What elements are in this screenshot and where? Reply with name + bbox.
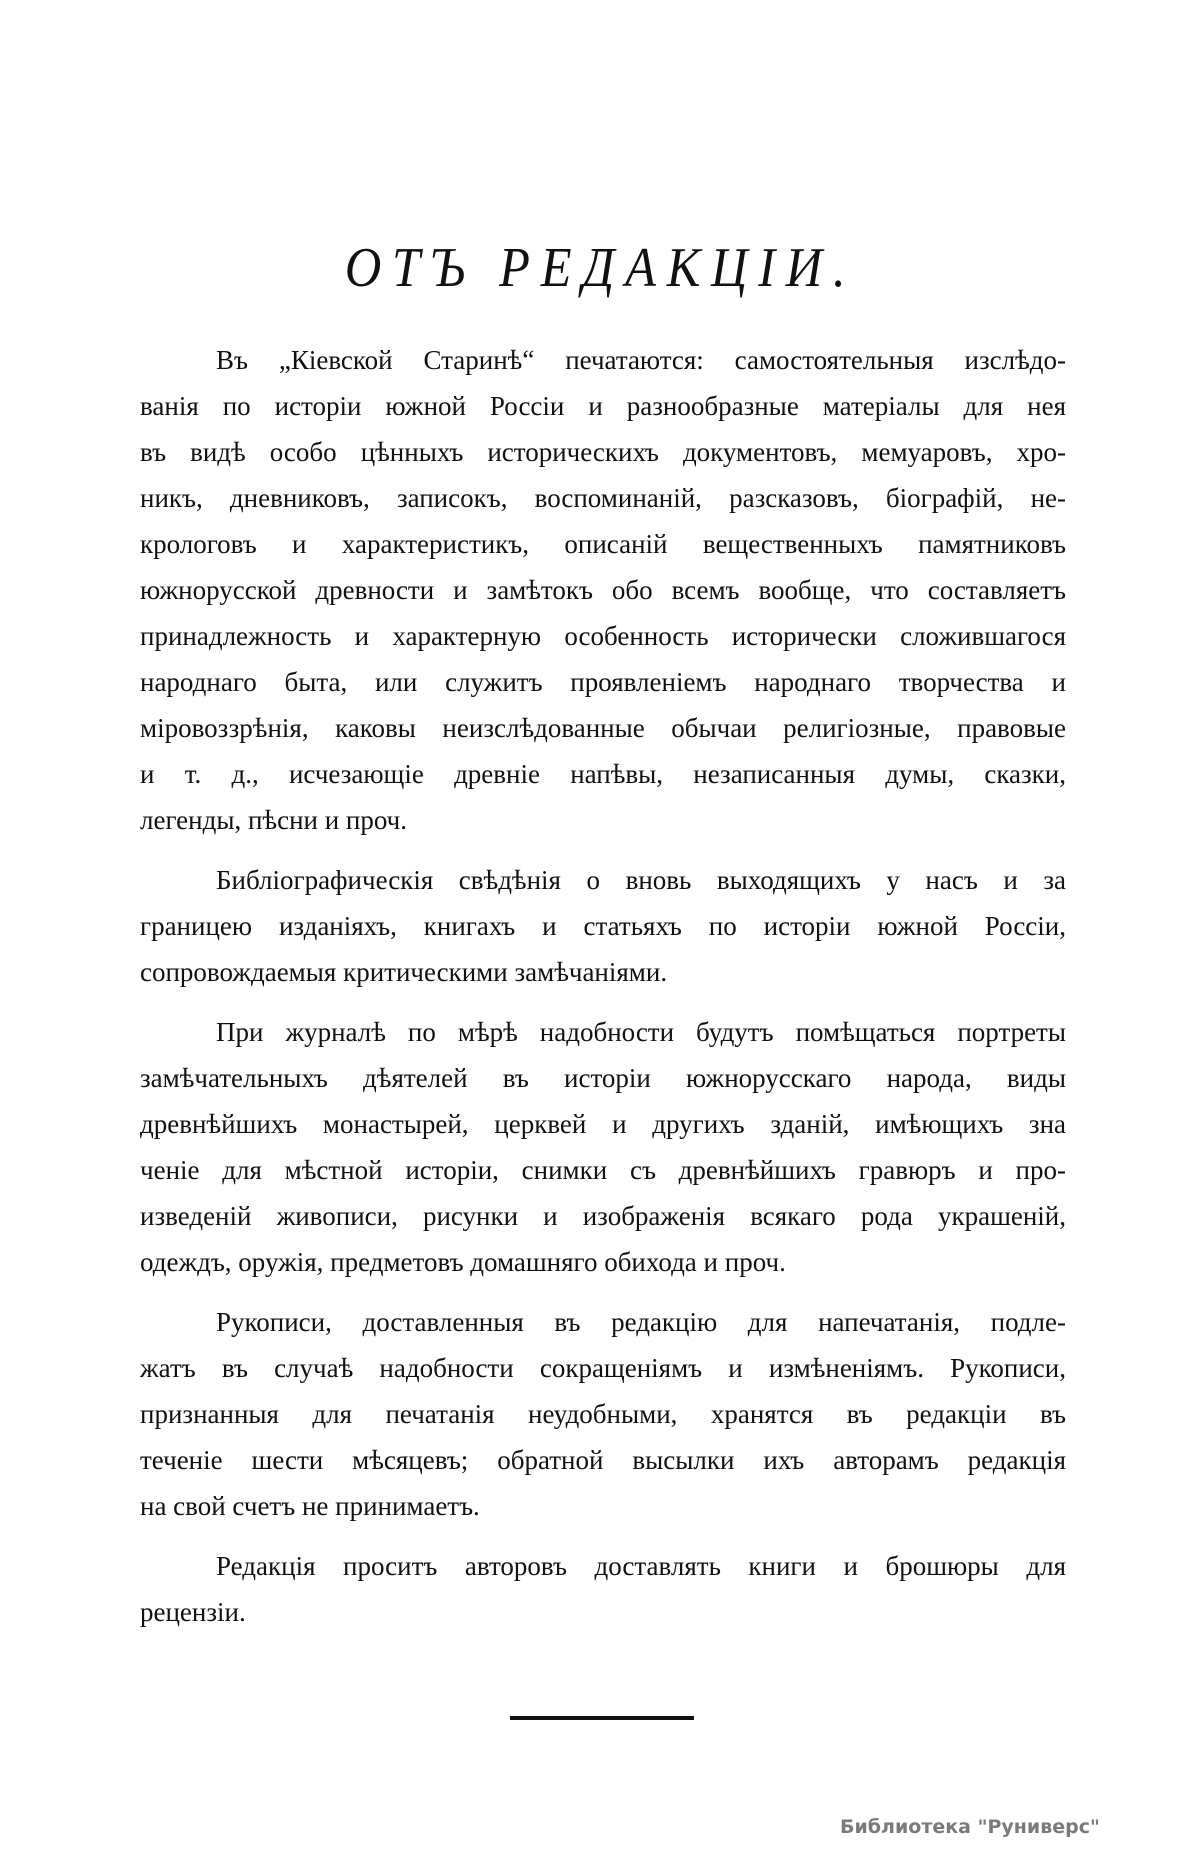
text-line: никъ, дневниковъ, записокъ, воспоминаній, разсказовъ, біографій, не- (140, 483, 1066, 513)
paragraph (140, 337, 1066, 843)
text-line: на свой счетъ не принимаетъ. (140, 1491, 480, 1521)
text-line: и т. д., исчезающіе древніе напѣвы, незаписанныя думы, сказки, (140, 759, 1066, 789)
text-line: одеждъ, оружія, предметовъ домашняго обихода и проч. (140, 1247, 786, 1277)
paragraph (140, 1009, 1066, 1285)
text-line: При журналѣ по мѣрѣ надобности будутъ помѣщаться портреты (216, 1017, 1066, 1047)
text-line: границею изданіяхъ, книгахъ и статьяхъ по исторіи южной Россіи, (140, 911, 1066, 941)
article-body (140, 337, 1066, 1649)
text-line: принадлежность и характерную особенность исторически сложившагося (140, 621, 1066, 651)
text-line: ченіе для мѣстной исторіи, снимки съ древнѣйшихъ гравюръ и про- (140, 1155, 1066, 1185)
text-line: замѣчательныхъ дѣятелей въ исторіи южнорусскаго народа, виды (140, 1063, 1066, 1093)
end-rule-divider (510, 1716, 694, 1720)
text-line: народнаго быта, или служитъ проявленіемъ народнаго творчества и (140, 667, 1066, 697)
text-line: Рукописи, доставленныя въ редакцію для напечатанія, подле- (216, 1307, 1066, 1337)
text-line: Въ „Кіевской Старинѣ“ печатаются: самостоятельныя изслѣдо- (216, 345, 1066, 375)
library-watermark: Библиотека "Руниверс" (840, 1816, 1100, 1838)
text-line: Библіографическія свѣдѣнія о вновь выходящихъ у насъ и за (216, 865, 1066, 895)
text-line: древнѣйшихъ монастырей, церквей и другихъ зданій, имѣющихъ зна (140, 1109, 1066, 1139)
text-line: южнорусской древности и замѣтокъ обо всемъ вообще, что составляетъ (140, 575, 1066, 605)
page-title: ОТЪ РЕДАКЦІИ. (344, 237, 857, 299)
text-line: сопровождаемыя критическими замѣчаніями. (140, 957, 668, 987)
paragraph (140, 1299, 1066, 1529)
text-line: жатъ въ случаѣ надобности сокращеніямъ и измѣненіямъ. Рукописи, (140, 1353, 1066, 1383)
text-line: изведеній живописи, рисунки и изображенія всякаго рода украшеній, (140, 1201, 1066, 1231)
paragraph (140, 1543, 1066, 1635)
text-line: міровоззрѣнія, каковы неизслѣдованные обычаи религіозные, правовые (140, 713, 1066, 743)
text-line: рецензіи. (140, 1597, 246, 1627)
text-line: ванія по исторіи южной Россіи и разнообразные матеріалы для нея (140, 391, 1066, 421)
text-line: легенды, пѣсни и проч. (140, 805, 408, 835)
text-line: въ видѣ особо цѣнныхъ историческихъ документовъ, мемуаровъ, хро- (140, 437, 1066, 467)
text-line: крологовъ и характеристикъ, описаній вещественныхъ памятниковъ (140, 529, 1066, 559)
text-line: Редакція проситъ авторовъ доставлять книги и брошюры для (216, 1551, 1066, 1581)
paragraph (140, 857, 1066, 995)
text-line: теченіе шести мѣсяцевъ; обратной высылки ихъ авторамъ редакція (140, 1445, 1066, 1475)
text-line: признанныя для печатанія неудобными, хранятся въ редакціи въ (140, 1399, 1066, 1429)
